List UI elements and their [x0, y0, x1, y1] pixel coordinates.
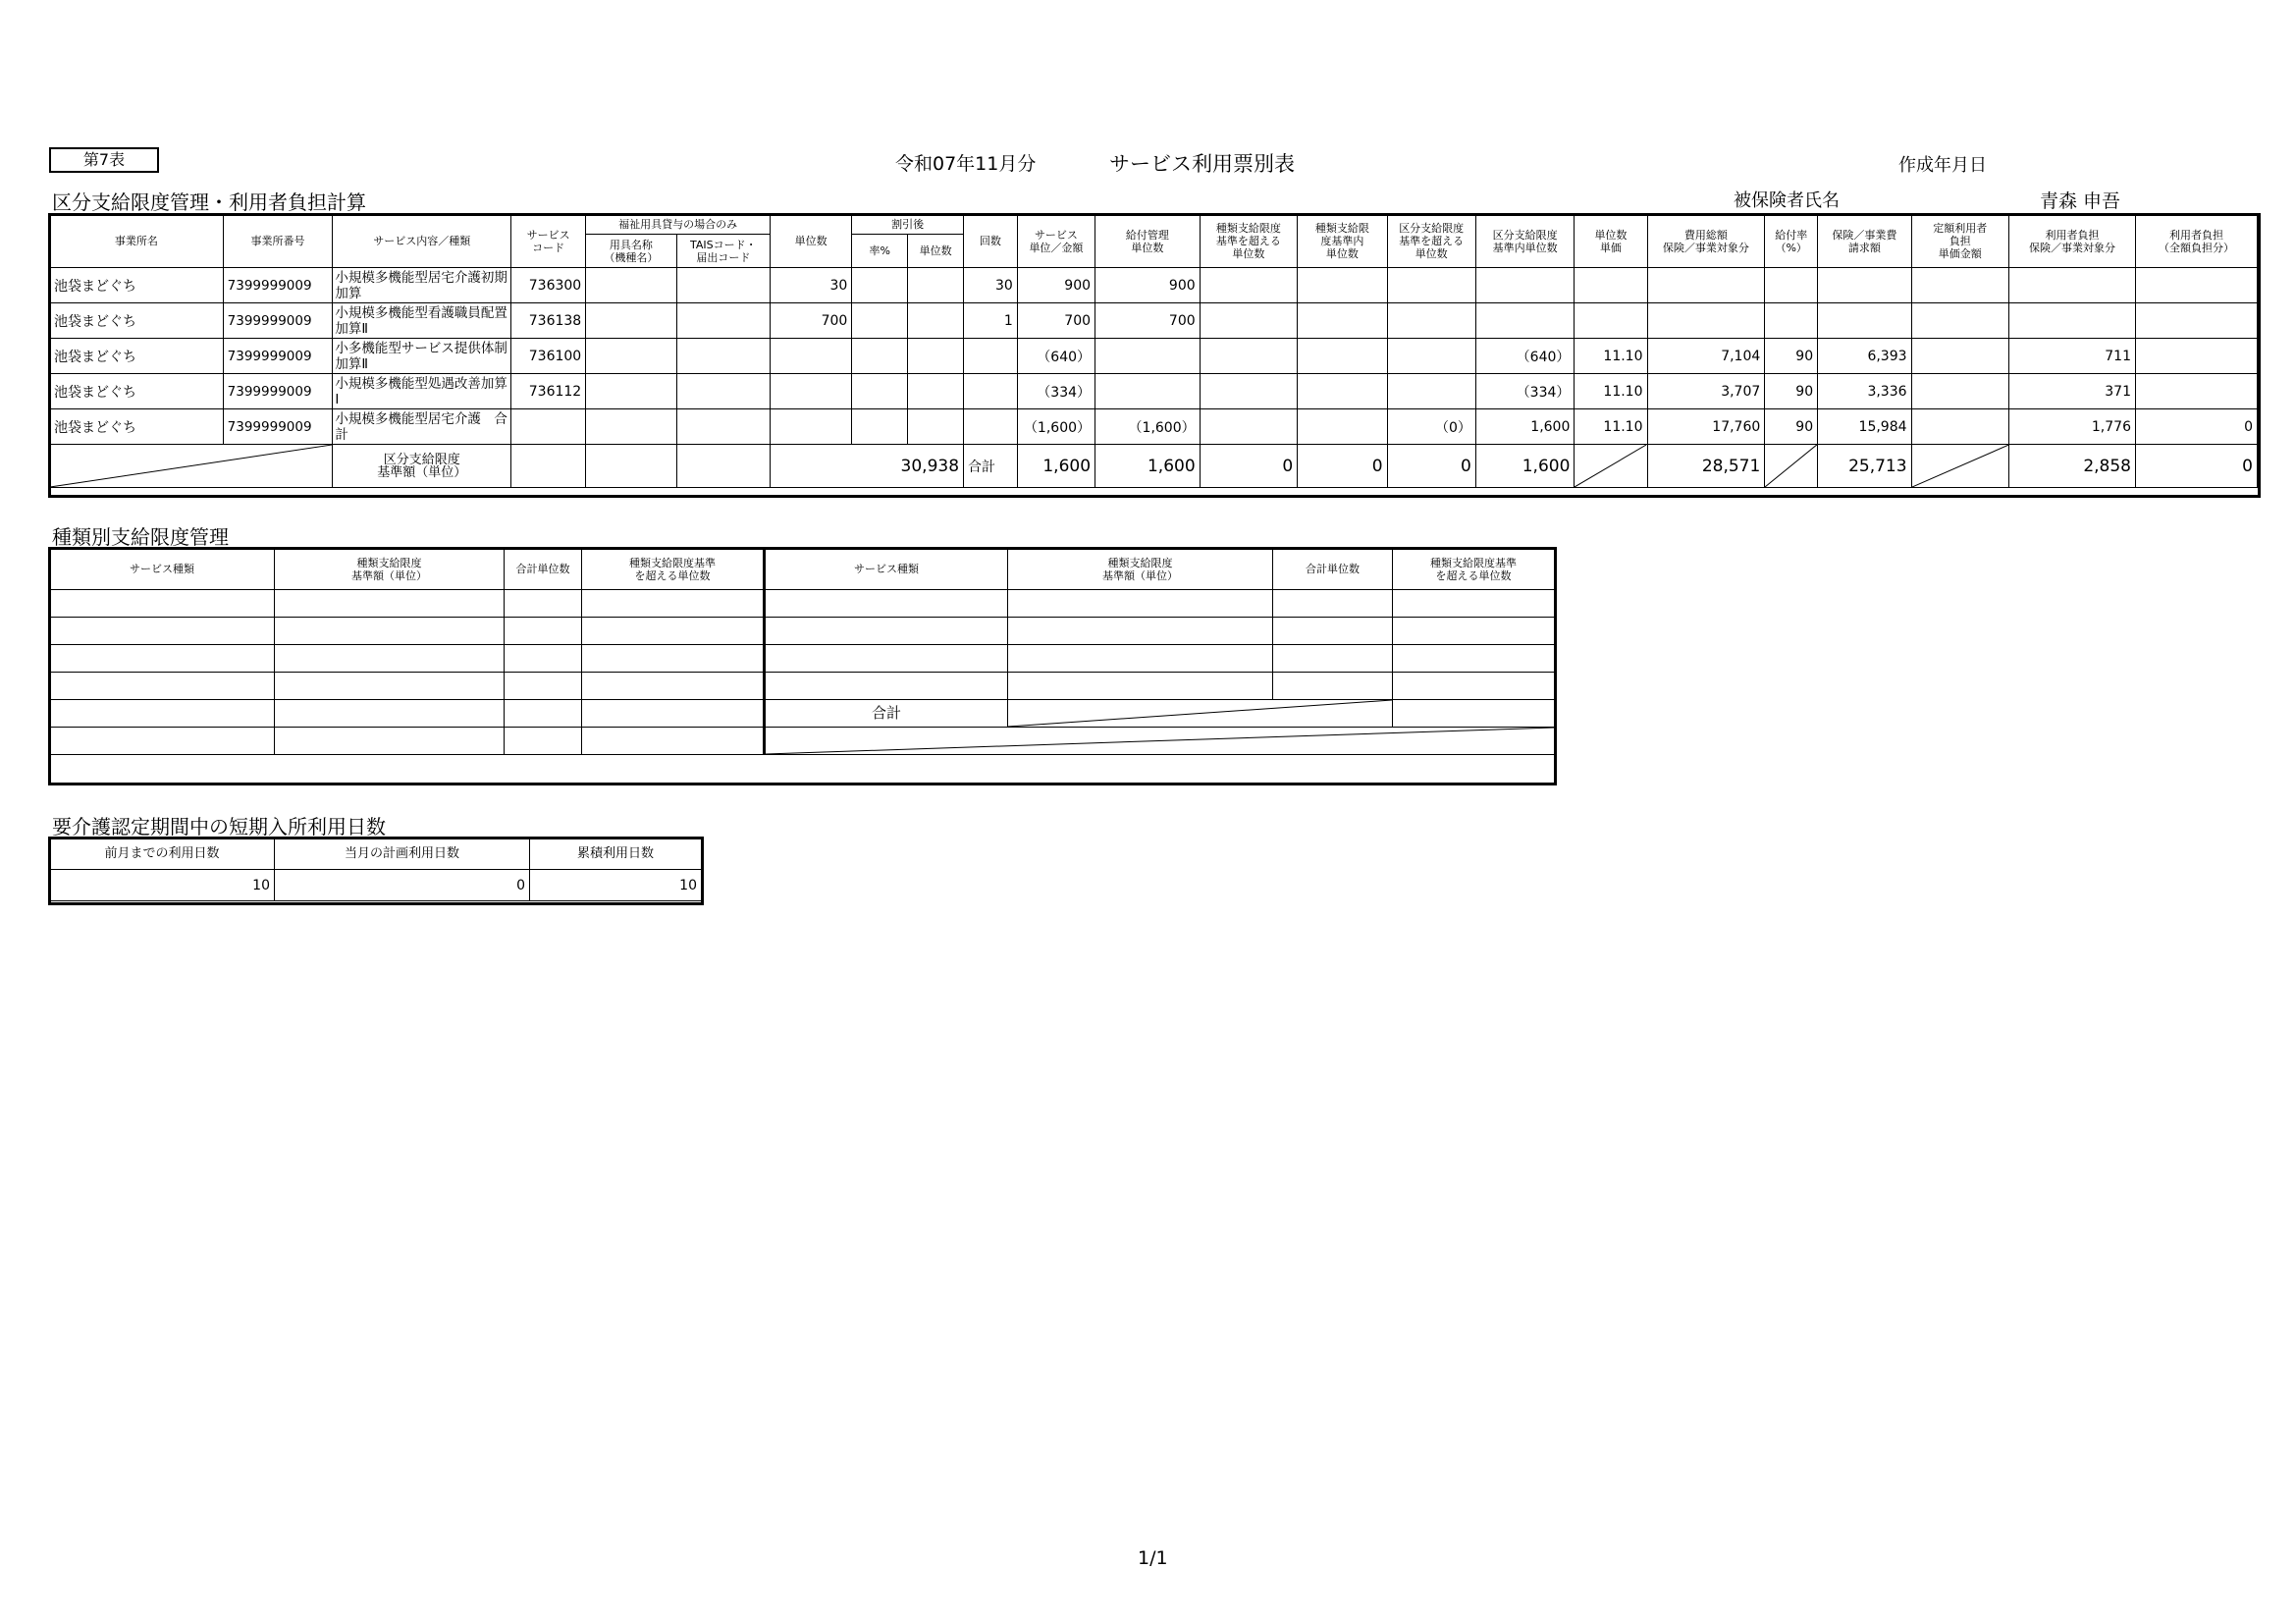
total-type-in: 0	[1298, 445, 1387, 488]
table-row	[50, 673, 1555, 700]
s3-cumulative-days: 10	[530, 870, 702, 901]
cell-unit	[771, 374, 852, 409]
cell-cat-over	[1387, 268, 1475, 303]
cell-cat-in	[1475, 303, 1575, 339]
s2-row-6-cell	[50, 728, 275, 755]
total-rate-diagonal	[1765, 445, 1818, 488]
cell-user-ins	[2009, 268, 2136, 303]
col-rate: 率%	[852, 235, 908, 268]
cell-cat-in: （334）	[1475, 374, 1575, 409]
cell-tais	[676, 303, 770, 339]
s2-col-type-right: サービス種類	[765, 549, 1008, 590]
s2-cell	[1393, 645, 1555, 673]
limit-base-label: 区分支給限度 基準額（単位）	[333, 445, 511, 488]
cell-cost	[1647, 303, 1765, 339]
s3-plan-days: 0	[275, 870, 530, 901]
s2-col-total-right: 合計単位数	[1273, 549, 1393, 590]
s2-cell	[275, 590, 505, 618]
insured-name: 青森 申吾	[2040, 190, 2121, 212]
cell-brate: 90	[1765, 409, 1818, 445]
total-svc-unit: 1,600	[1017, 445, 1095, 488]
s2-cell	[1008, 673, 1273, 700]
s2-cell	[582, 673, 765, 700]
section1-title: 区分支給限度管理・利用者負担計算	[52, 190, 366, 214]
s2-cell	[505, 673, 582, 700]
col-service: サービス内容／種類	[333, 215, 511, 268]
period-label: 令和07年11月分	[895, 153, 1037, 175]
table-row	[50, 268, 2258, 303]
cell-rate	[852, 268, 908, 303]
cell-tais	[676, 268, 770, 303]
s2-row-6-cell	[582, 728, 765, 755]
cell-tais	[676, 374, 770, 409]
col-benefit-unit: 給付管理 単位数	[1095, 215, 1201, 268]
cell-cost: 3,707	[1647, 374, 1765, 409]
cell-price: 11.10	[1575, 339, 1647, 374]
cell-count: 30	[964, 268, 1018, 303]
cell-cat-over	[1387, 339, 1475, 374]
col-total-cost: 費用総額 保険／事業対象分	[1647, 215, 1765, 268]
cell-cost: 7,104	[1647, 339, 1765, 374]
cell-type-over	[1200, 374, 1298, 409]
cell-ben-unit: （1,600）	[1095, 409, 1201, 445]
s2-cell	[1393, 618, 1555, 645]
cell-cat-over	[1387, 374, 1475, 409]
total-user-ins: 2,858	[2009, 445, 2136, 488]
cell-svc-unit: （1,600）	[1017, 409, 1095, 445]
cell-svc-unit: （640）	[1017, 339, 1095, 374]
cell-type-in	[1298, 339, 1387, 374]
limit-management-table	[49, 214, 2258, 488]
section3-title: 要介護認定期間中の短期入所利用日数	[52, 815, 386, 839]
cell-office: 池袋まどぐち	[50, 303, 224, 339]
col-benefit-rate: 給付率 （%）	[1765, 215, 1818, 268]
cell-code: 736112	[511, 374, 586, 409]
cell-count	[964, 374, 1018, 409]
cell-code	[511, 409, 586, 445]
cell-claim: 6,393	[1818, 339, 1911, 374]
cell-user-ins: 711	[2009, 339, 2136, 374]
s2-row-5-cell	[505, 700, 582, 728]
cell-user-full	[2135, 374, 2257, 409]
cell-disc	[908, 303, 964, 339]
total-row	[50, 445, 2258, 488]
total-ben-unit: 1,600	[1095, 445, 1201, 488]
type-limit-table	[49, 548, 1555, 755]
total-type-over: 0	[1200, 445, 1298, 488]
s3-prev-days: 10	[50, 870, 275, 901]
col-claim: 保険／事業費 請求額	[1818, 215, 1911, 268]
total-cat-over: 0	[1387, 445, 1475, 488]
cell-no: 7399999009	[223, 409, 333, 445]
cell-service: 小規模多機能型居宅介護 合計	[333, 409, 511, 445]
cell-svc-unit: 700	[1017, 303, 1095, 339]
cell-item	[586, 409, 676, 445]
s2-cell	[1273, 673, 1393, 700]
cell-cost: 17,760	[1647, 409, 1765, 445]
cell-type-in	[1298, 409, 1387, 445]
s2-cell	[1273, 618, 1393, 645]
form-number-box: 第7表	[49, 147, 159, 173]
col-type-over: 種類支給限度 基準を超える 単位数	[1200, 215, 1298, 268]
s2-cell	[50, 590, 275, 618]
cell-type-in	[1298, 374, 1387, 409]
table-row	[50, 374, 2258, 409]
total-cat-in: 1,600	[1475, 445, 1575, 488]
s2-cell	[50, 673, 275, 700]
cell-cat-over	[1387, 303, 1475, 339]
cell-claim	[1818, 268, 1911, 303]
cell-disc	[908, 268, 964, 303]
s2-cell	[1273, 590, 1393, 618]
col-code: サービス コード	[511, 215, 586, 268]
s2-row-5-cell	[50, 700, 275, 728]
cell-cat-in: （640）	[1475, 339, 1575, 374]
s2-cell	[765, 618, 1008, 645]
table-row	[50, 339, 2258, 374]
cell-user-full	[2135, 268, 2257, 303]
col-cat-over: 区分支給限度 基準を超える 単位数	[1387, 215, 1475, 268]
table-row	[50, 618, 1555, 645]
cell-office: 池袋まどぐち	[50, 409, 224, 445]
cell-brate: 90	[1765, 374, 1818, 409]
cell-brate: 90	[1765, 339, 1818, 374]
s2-cell	[765, 645, 1008, 673]
total-price-diagonal	[1575, 445, 1647, 488]
cell-ben-unit: 900	[1095, 268, 1201, 303]
total-label: 合計	[964, 445, 1018, 488]
cell-office: 池袋まどぐち	[50, 374, 224, 409]
cell-type-in	[1298, 268, 1387, 303]
cell-unit: 700	[771, 303, 852, 339]
s2-row-6-cell	[505, 728, 582, 755]
cell-item	[586, 339, 676, 374]
s2-cell	[275, 618, 505, 645]
s2-col-over-left: 種類支給限度基準 を超える単位数	[582, 549, 765, 590]
s2-col-type-left: サービス種類	[50, 549, 275, 590]
s2-cell	[50, 618, 275, 645]
col-service-unit: サービス 単位／金額	[1017, 215, 1095, 268]
cell-service: 小規模多機能型看護職員配置加算Ⅱ	[333, 303, 511, 339]
cell-ben-unit: 700	[1095, 303, 1201, 339]
cell-service: 小規模多機能型処遇改善加算Ⅰ	[333, 374, 511, 409]
cell-user-ins	[2009, 303, 2136, 339]
cell-claim	[1818, 303, 1911, 339]
cell-disc	[908, 374, 964, 409]
cell-user-ins: 371	[2009, 374, 2136, 409]
col-user-ins: 利用者負担 保険／事業対象分	[2009, 215, 2136, 268]
cell-cost	[1647, 268, 1765, 303]
cell-price: 11.10	[1575, 374, 1647, 409]
cell-type-in	[1298, 303, 1387, 339]
s2-cell	[1008, 645, 1273, 673]
s2-cell	[765, 673, 1008, 700]
cell-fixed	[1911, 339, 2009, 374]
cell-item	[586, 374, 676, 409]
cell-user-full	[2135, 339, 2257, 374]
page-number: 1/1	[1138, 1547, 1168, 1569]
cell-user-ins: 1,776	[2009, 409, 2136, 445]
cell-item	[586, 303, 676, 339]
cell-no: 7399999009	[223, 339, 333, 374]
cell-code: 736138	[511, 303, 586, 339]
cell-tais	[676, 409, 770, 445]
s2-col-total-left: 合計単位数	[505, 549, 582, 590]
cell-brate	[1765, 303, 1818, 339]
s2-cell	[1008, 618, 1273, 645]
col-unit-price: 単位数 単価	[1575, 215, 1647, 268]
cell-count	[964, 409, 1018, 445]
s2-row-5-cell	[582, 700, 765, 728]
table-row	[50, 303, 2258, 339]
cell-item	[586, 268, 676, 303]
cell-claim: 3,336	[1818, 374, 1911, 409]
col-office-name: 事業所名	[50, 215, 224, 268]
col-user-full: 利用者負担 （全額負担分）	[2135, 215, 2257, 268]
col-cat-within: 区分支給限度 基準内単位数	[1475, 215, 1575, 268]
cell-cat-over: （0）	[1387, 409, 1475, 445]
document-title: サービス利用票別表	[1109, 152, 1295, 176]
insured-label: 被保険者氏名	[1734, 190, 1840, 211]
cell-cat-in	[1475, 268, 1575, 303]
s2-cell	[505, 618, 582, 645]
s2-bottom-diagonal	[765, 728, 1555, 755]
cell-user-full: 0	[2135, 409, 2257, 445]
cell-count: 1	[964, 303, 1018, 339]
cell-fixed	[1911, 303, 2009, 339]
s2-cell	[1273, 645, 1393, 673]
col-type-within: 種類支給限 度基準内 単位数	[1298, 215, 1387, 268]
total-blank-diagonal	[50, 445, 333, 488]
cell-type-over	[1200, 339, 1298, 374]
total-user-full: 0	[2135, 445, 2257, 488]
s2-cell	[275, 645, 505, 673]
col-fixed: 定額利用者 負担 単価金額	[1911, 215, 2009, 268]
table-row	[50, 645, 1555, 673]
cell-fixed	[1911, 374, 2009, 409]
cell-count	[964, 339, 1018, 374]
s2-sum-label: 合計	[765, 700, 1008, 728]
s2-cell	[50, 645, 275, 673]
s2-sum-diagonal	[1008, 700, 1393, 728]
s2-col-over-right: 種類支給限度基準 を超える単位数	[1393, 549, 1555, 590]
cell-ben-unit	[1095, 339, 1201, 374]
cell-service: 小多機能型サービス提供体制加算Ⅱ	[333, 339, 511, 374]
cell-type-over	[1200, 303, 1298, 339]
cell-no: 7399999009	[223, 303, 333, 339]
cell-rate	[852, 339, 908, 374]
cell-rate	[852, 303, 908, 339]
cell-cat-in: 1,600	[1475, 409, 1575, 445]
cell-type-over	[1200, 268, 1298, 303]
col-welfare-group: 福祉用具貸与の場合のみ	[586, 215, 771, 235]
table-row	[50, 590, 1555, 618]
cell-disc	[908, 339, 964, 374]
cell-type-over	[1200, 409, 1298, 445]
s3-col-prev: 前月までの利用日数	[50, 839, 275, 870]
total-fixed-diagonal	[1911, 445, 2009, 488]
s2-cell	[505, 590, 582, 618]
created-date-label: 作成年月日	[1898, 155, 1987, 176]
cell-code: 736100	[511, 339, 586, 374]
cell-fixed	[1911, 268, 2009, 303]
total-cost: 28,571	[1647, 445, 1765, 488]
section2-title: 種類別支給限度管理	[52, 525, 229, 549]
col-discount-group: 割引後	[852, 215, 964, 235]
cell-no: 7399999009	[223, 374, 333, 409]
s2-cell	[1393, 590, 1555, 618]
cell-price: 11.10	[1575, 409, 1647, 445]
s2-col-limit-right: 種類支給限度 基準額（単位）	[1008, 549, 1273, 590]
cell-office: 池袋まどぐち	[50, 339, 224, 374]
cell-code: 736300	[511, 268, 586, 303]
cell-disc	[908, 409, 964, 445]
s2-row-5-cell	[275, 700, 505, 728]
s2-cell	[582, 590, 765, 618]
table-row	[50, 409, 2258, 445]
col-count: 回数	[964, 215, 1018, 268]
limit-base-value: 30,938	[771, 445, 964, 488]
cell-no: 7399999009	[223, 268, 333, 303]
cell-price	[1575, 268, 1647, 303]
col-office-no: 事業所番号	[223, 215, 333, 268]
cell-claim: 15,984	[1818, 409, 1911, 445]
col-tais: TAISコード・ 届出コード	[676, 235, 770, 268]
total-claim: 25,713	[1818, 445, 1911, 488]
s2-cell	[1393, 673, 1555, 700]
s2-row-6-cell	[275, 728, 505, 755]
cell-office: 池袋まどぐち	[50, 268, 224, 303]
cell-rate	[852, 374, 908, 409]
s2-cell	[1008, 590, 1273, 618]
col-item-name: 用具名称 （機種名）	[586, 235, 676, 268]
s2-cell	[582, 618, 765, 645]
s2-sum-value	[1393, 700, 1555, 728]
s2-cell	[505, 645, 582, 673]
cell-price	[1575, 303, 1647, 339]
s3-col-plan: 当月の計画利用日数	[275, 839, 530, 870]
s2-cell	[582, 645, 765, 673]
col-unit: 単位数	[771, 215, 852, 268]
cell-unit	[771, 409, 852, 445]
short-stay-table	[49, 838, 702, 901]
cell-service: 小規模多機能型居宅介護初期加算	[333, 268, 511, 303]
cell-svc-unit: 900	[1017, 268, 1095, 303]
cell-unit: 30	[771, 268, 852, 303]
s2-col-limit-left: 種類支給限度 基準額（単位）	[275, 549, 505, 590]
cell-tais	[676, 339, 770, 374]
col-disc-unit: 単位数	[908, 235, 964, 268]
cell-brate	[1765, 268, 1818, 303]
cell-fixed	[1911, 409, 2009, 445]
s2-cell	[275, 673, 505, 700]
s3-col-cumulative: 累積利用日数	[530, 839, 702, 870]
cell-ben-unit	[1095, 374, 1201, 409]
cell-svc-unit: （334）	[1017, 374, 1095, 409]
s2-cell	[765, 590, 1008, 618]
cell-unit	[771, 339, 852, 374]
cell-rate	[852, 409, 908, 445]
cell-user-full	[2135, 303, 2257, 339]
